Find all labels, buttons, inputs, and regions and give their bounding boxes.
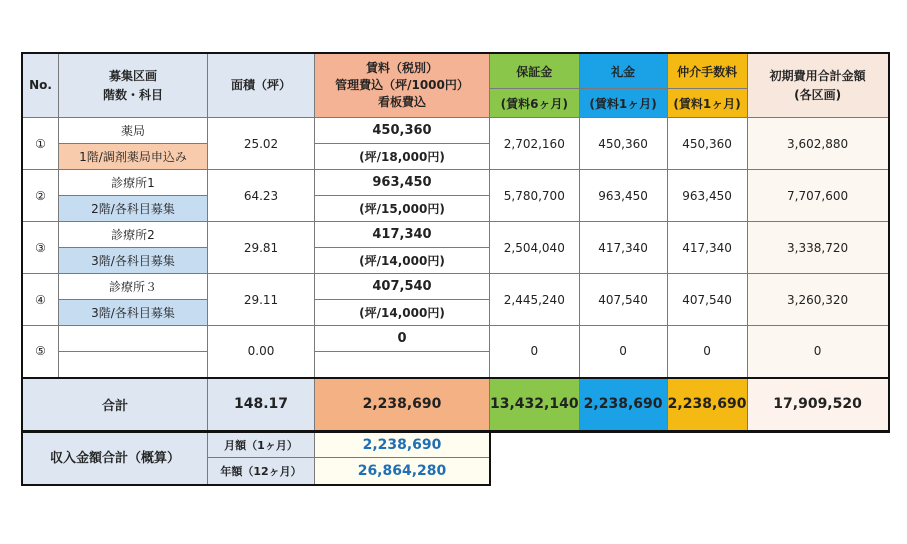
spreadsheet <box>22 53 889 479</box>
totals-brokerage: 2,238,690 <box>667 378 747 431</box>
header-no: No. <box>23 54 59 118</box>
header-key-money-sub: (賃料1ヶ月) <box>579 89 667 118</box>
header-rent-line1: 賃料（税別） <box>365 61 438 75</box>
row-number: ⑤ <box>23 326 59 378</box>
row-area: 29.81 <box>208 222 315 274</box>
income-yearly-label: 年額（12ヶ月） <box>208 458 315 485</box>
row-brokerage: 450,360 <box>667 118 747 170</box>
row-unit-price: (坪/14,000円) <box>315 300 490 326</box>
header-initial-cost <box>747 54 888 118</box>
row-unit-price: (坪/14,000円) <box>315 248 490 274</box>
row-name: 診療所３ <box>59 274 208 300</box>
header-rent <box>315 54 490 118</box>
row-deposit: 0 <box>490 326 580 378</box>
totals-label: 合計 <box>23 378 208 431</box>
row-key-money: 963,450 <box>579 170 667 222</box>
row-initial-cost: 3,260,320 <box>747 274 888 326</box>
row-area: 25.02 <box>208 118 315 170</box>
row-number: ① <box>23 118 59 170</box>
row-initial-cost: 3,602,880 <box>747 118 888 170</box>
row-number: ② <box>23 170 59 222</box>
row-area: 64.23 <box>208 170 315 222</box>
header-deposit-sub: (賃料6ヶ月) <box>490 89 580 118</box>
row-brokerage: 417,340 <box>667 222 747 274</box>
row-rent: 963,450 <box>315 170 490 196</box>
row-number: ④ <box>23 274 59 326</box>
row-detail: 3階/各科目募集 <box>59 300 208 326</box>
row-deposit: 2,504,040 <box>490 222 580 274</box>
row-detail <box>59 352 208 378</box>
row-rent: 450,360 <box>315 118 490 144</box>
row-rent: 417,340 <box>315 222 490 248</box>
row-initial-cost: 7,707,600 <box>747 170 888 222</box>
totals-rent: 2,238,690 <box>315 378 490 431</box>
row-unit-price: (坪/15,000円) <box>315 196 490 222</box>
row-key-money: 407,540 <box>579 274 667 326</box>
header-rent-line2: 管理費込（坪/1000円） <box>335 78 469 92</box>
totals-area: 148.17 <box>208 378 315 431</box>
header-section-line1: 募集区画 <box>108 68 157 83</box>
header-area: 面積（坪） <box>208 54 315 118</box>
row-detail: 2階/各科目募集 <box>59 196 208 222</box>
row-name: 診療所1 <box>59 170 208 196</box>
header-section-line2: 階数・科目 <box>102 87 163 102</box>
income-monthly-label: 月額（1ヶ月） <box>208 433 315 458</box>
row-initial-cost: 0 <box>747 326 888 378</box>
row-initial-cost: 3,338,720 <box>747 222 888 274</box>
row-deposit: 5,780,700 <box>490 170 580 222</box>
row-area: 29.11 <box>208 274 315 326</box>
row-name <box>59 326 208 352</box>
row-number: ③ <box>23 222 59 274</box>
header-initial-line2: (各区画) <box>794 87 842 102</box>
row-name: 薬局 <box>59 118 208 144</box>
income-summary <box>22 432 490 485</box>
header-rent-line3: 看板費込 <box>377 95 426 109</box>
income-yearly-value: 26,864,280 <box>315 458 490 485</box>
header-deposit: 保証金 <box>490 54 580 89</box>
row-rent: 407,540 <box>315 274 490 300</box>
header-section <box>59 54 208 118</box>
row-detail: 3階/各科目募集 <box>59 248 208 274</box>
totals-initial-cost: 17,909,520 <box>747 378 888 431</box>
income-label: 収入金額合計（概算） <box>23 433 208 485</box>
totals-deposit: 13,432,140 <box>490 378 580 431</box>
row-key-money: 0 <box>579 326 667 378</box>
row-detail: 1階/調剤薬局申込み <box>59 144 208 170</box>
row-brokerage: 407,540 <box>667 274 747 326</box>
rent-table <box>22 53 889 432</box>
header-key-money: 礼金 <box>579 54 667 89</box>
totals-key-money: 2,238,690 <box>579 378 667 431</box>
header-brokerage: 仲介手数料 <box>667 54 747 89</box>
row-key-money: 417,340 <box>579 222 667 274</box>
row-unit-price: (坪/18,000円) <box>315 144 490 170</box>
header-brokerage-sub: (賃料1ヶ月) <box>667 89 747 118</box>
row-deposit: 2,702,160 <box>490 118 580 170</box>
row-brokerage: 963,450 <box>667 170 747 222</box>
income-monthly-value: 2,238,690 <box>315 433 490 458</box>
row-brokerage: 0 <box>667 326 747 378</box>
row-key-money: 450,360 <box>579 118 667 170</box>
row-area: 0.00 <box>208 326 315 378</box>
row-deposit: 2,445,240 <box>490 274 580 326</box>
row-name: 診療所2 <box>59 222 208 248</box>
header-initial-line1: 初期費用合計金額 <box>769 68 866 83</box>
row-rent: 0 <box>315 326 490 352</box>
row-unit-price <box>315 352 490 378</box>
